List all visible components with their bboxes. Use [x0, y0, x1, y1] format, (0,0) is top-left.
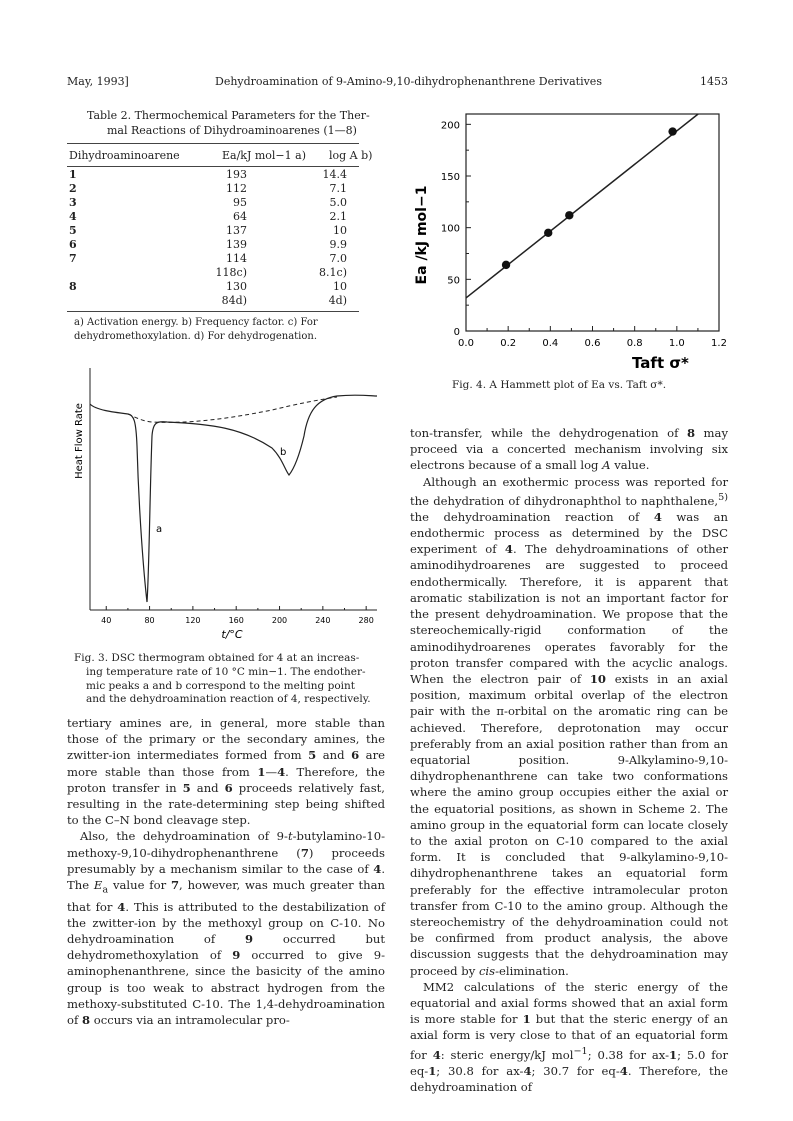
x-axis-label: Taft σ*: [632, 354, 689, 372]
table-footnote-line2: dehydromethoxylation. d) For dehydrogenation.: [74, 331, 318, 342]
cell-ea: 118c): [215, 266, 247, 279]
peak-label-b: b: [280, 447, 287, 458]
dsc-x-tick-label: 40: [101, 616, 112, 625]
fig3-caption: [74, 652, 374, 707]
y-tick-label: 100: [440, 223, 460, 235]
fig4-caption: Fig. 4. A Hammett plot of Ea vs. Taft σ*.: [452, 379, 667, 391]
right-column-text: ton-transfer, while the dehydrogenation of 8 may proceed via a concerted mechanism involving six electrons because of a small log A value. Although an exothermic process was reported for the dehydration of dihydronaphthol to naphthalene,$^{5)}$ the dehydroamination reaction of 4 was an endothermic process as determined by the DSC experiment of 4. The dehydroaminations of other aminodihydroarenes are suggested to proceed endothermically. Therefore, it is apparent that aromatic stabilization is not an important factor for the present dehydroamination. We propose that the stereochemically-rigid conformation of the aminodihydroarenes operates favorably for the proton transfer compared with the acyclic analogs. When the electron pair of 10 exists in an axial position, maximum orbital overlap of the electron pair with the π-orbital on the aromatic ring can be achieved. Therefore, deprotonation may occur preferably from an axial position rather than from an equatorial position. 9-Alkylamino-9,10-dihydrophenanthrene can take two conformations where the amino group occupies either the axial or the equatorial positions, as shown in Scheme 2. The amino group in the equatorial form can locate closely to the axial proton on C-10 compared to the axial form. It is concluded that 9-alkylamino-9,10-dihydrophenanthrene takes an equatorial form preferably for the effective intramolecular proton transfer from C-10 to the amino group. Although the stereochemistry of the dehydroamination could not be confirmed from product analysis, the above discussion suggests that the dehydroamination may proceed by cis-elimination. MM2 calculations of the steric energy of the equatorial and axial forms showed that an axial form is more stable for 1 but that the steric energy of an axial form is very close to that of an equatorial form for 4: steric energy/kJ mol$^{-1}$; 0.38 for ax-1; 5.0 for eq-1; 30.8 for ax-4; 30.7 for eq-4. Therefore, the dehydroamination of: [410, 426, 729, 1094]
x-tick-label: 0.8: [626, 338, 643, 349]
dsc-y-axis-label: Heat Flow Rate: [74, 403, 85, 479]
table-row: [67, 294, 359, 307]
x-tick-label: 1.0: [668, 338, 685, 349]
table-row: [67, 224, 359, 237]
dsc-x-tick-label: 280: [358, 616, 374, 625]
x-tick-label: 1.2: [711, 338, 727, 349]
cell-compound: 3: [69, 196, 77, 209]
cell-loga: 10: [333, 280, 347, 293]
header-date: May, 1993]: [67, 75, 129, 88]
fig3-caption-line: Fig. 3. DSC thermogram obtained for 4 at an increas-: [74, 652, 360, 664]
peak-label-a: a: [156, 524, 163, 535]
cell-loga: 4d): [328, 294, 347, 307]
dsc-x-tick-label: 80: [144, 616, 155, 625]
dsc-x-tick-label: 160: [228, 616, 244, 625]
cell-ea: 112: [226, 182, 247, 195]
col-header-ea: Ea/kJ mol−1 a): [222, 149, 306, 162]
cell-compound: 5: [69, 224, 77, 237]
y-tick-label: 0: [453, 327, 460, 338]
cell-loga: 9.9: [329, 238, 347, 251]
table-row: [67, 182, 359, 195]
cell-ea: 139: [226, 238, 247, 251]
header-page-number: 1453: [700, 75, 728, 88]
table-caption-line1: Table 2. Thermochemical Parameters for the Ther-: [87, 109, 370, 122]
dsc-x-tick-label: 200: [271, 616, 288, 625]
dsc-thermogram: [72, 366, 382, 646]
fig3-caption-line: and the dehydroamination reaction of 4, respectively.: [86, 693, 371, 706]
col-header-loga: log A b): [329, 149, 373, 162]
cell-loga: 2.1: [329, 210, 347, 223]
table-header-row: [67, 149, 373, 162]
x-tick-label: 0.4: [542, 338, 559, 349]
hammett-plot: [412, 100, 732, 380]
cell-compound: 1: [69, 168, 77, 181]
dsc-baseline: [128, 397, 337, 422]
dsc-x-axis-label: t/°C: [221, 628, 243, 641]
cell-loga: 14.4: [322, 168, 347, 181]
cell-ea: 114: [226, 252, 247, 265]
x-tick-label: 0.2: [500, 338, 517, 349]
data-point: [668, 127, 676, 135]
y-tick-label: 50: [447, 275, 460, 287]
data-point: [565, 211, 573, 219]
cell-ea: 64: [233, 210, 247, 223]
header-title: Dehydroamination of 9-Amino-9,10-dihydrophenanthrene Derivatives: [215, 75, 602, 88]
cell-loga: 10: [333, 224, 347, 237]
cell-loga: 7.1: [329, 182, 347, 195]
data-point: [544, 229, 552, 237]
cell-loga: 8.1c): [319, 266, 347, 279]
col-header-compound: Dihydroaminoarene: [69, 149, 180, 162]
cell-compound: 6: [69, 238, 77, 251]
fig3-caption-line: mic peaks a and b correspond to the melting point: [86, 679, 355, 692]
fig3-caption-line: ing temperature rate of 10 °C min−1. The endother-: [86, 665, 366, 678]
dsc-curve: [90, 395, 377, 602]
cell-ea: 193: [226, 168, 247, 181]
cell-compound: 2: [69, 182, 77, 195]
x-tick-label: 0.6: [584, 338, 601, 349]
cell-ea: 84d): [221, 294, 247, 307]
y-tick-label: 150: [440, 172, 460, 183]
x-tick-label: 0.0: [458, 338, 474, 349]
table-row: [67, 266, 359, 279]
cell-loga: 7.0: [329, 252, 347, 265]
regression-line: [466, 114, 698, 298]
cell-ea: 137: [226, 224, 247, 237]
dsc-x-tick-label: 240: [315, 616, 331, 625]
table-row: [67, 210, 359, 223]
left-column-text: tertiary amines are, in general, more stable than those of the primary or the secondary amines, the zwitter-ion intermediates formed from 5 and 6 are more stable than those from 1—4. Therefore, the proton transfer in 5 and 6 proceeds relatively fast, resulting in the rate-determining step being shifted to the C–N bond cleavage step. Also, the dehydroamination of 9-t-butylamino-10-methoxy-9,10-dihydrophenanthrene (7) proceeds presumably by a mechanism similar to the case of 4. The $E_a$ value for 7, however, was much greater than that for 4. This is attributed to the destabilization of the zwitter-ion by the methoxyl group on C-10. No dehydroamination of 9 occurred but dehydromethoxylation of 9 occurred to give 9-aminophenanthrene, since the basicity of the amino group is too weak to abstract hydrogen from the methoxy-substituted C-10. The 1,4-dehydroamination of 8 occurs via an intramolecular pro-: [67, 716, 386, 1027]
table-row: [67, 196, 359, 209]
cell-ea: 95: [233, 196, 247, 209]
dsc-x-tick-label: 120: [185, 616, 201, 625]
cell-ea: 130: [226, 280, 247, 293]
data-point: [502, 261, 510, 269]
table-row: [67, 280, 359, 293]
cell-loga: 5.0: [329, 196, 347, 209]
table-footnote-line1: a) Activation energy. b) Frequency factor. c) For: [74, 317, 318, 328]
table-row: [67, 168, 359, 181]
cell-compound: 4: [69, 210, 77, 223]
table-row: [67, 252, 359, 265]
cell-compound: 7: [69, 252, 77, 265]
table-caption-line2: mal Reactions of Dihydroaminoarenes (1—8): [107, 124, 357, 137]
cell-compound: 8: [69, 280, 77, 293]
plot-frame: [466, 114, 719, 331]
table-row: [67, 238, 359, 251]
y-tick-label: 200: [440, 120, 460, 132]
y-axis-label: Ea /kJ mol−1: [414, 185, 430, 285]
